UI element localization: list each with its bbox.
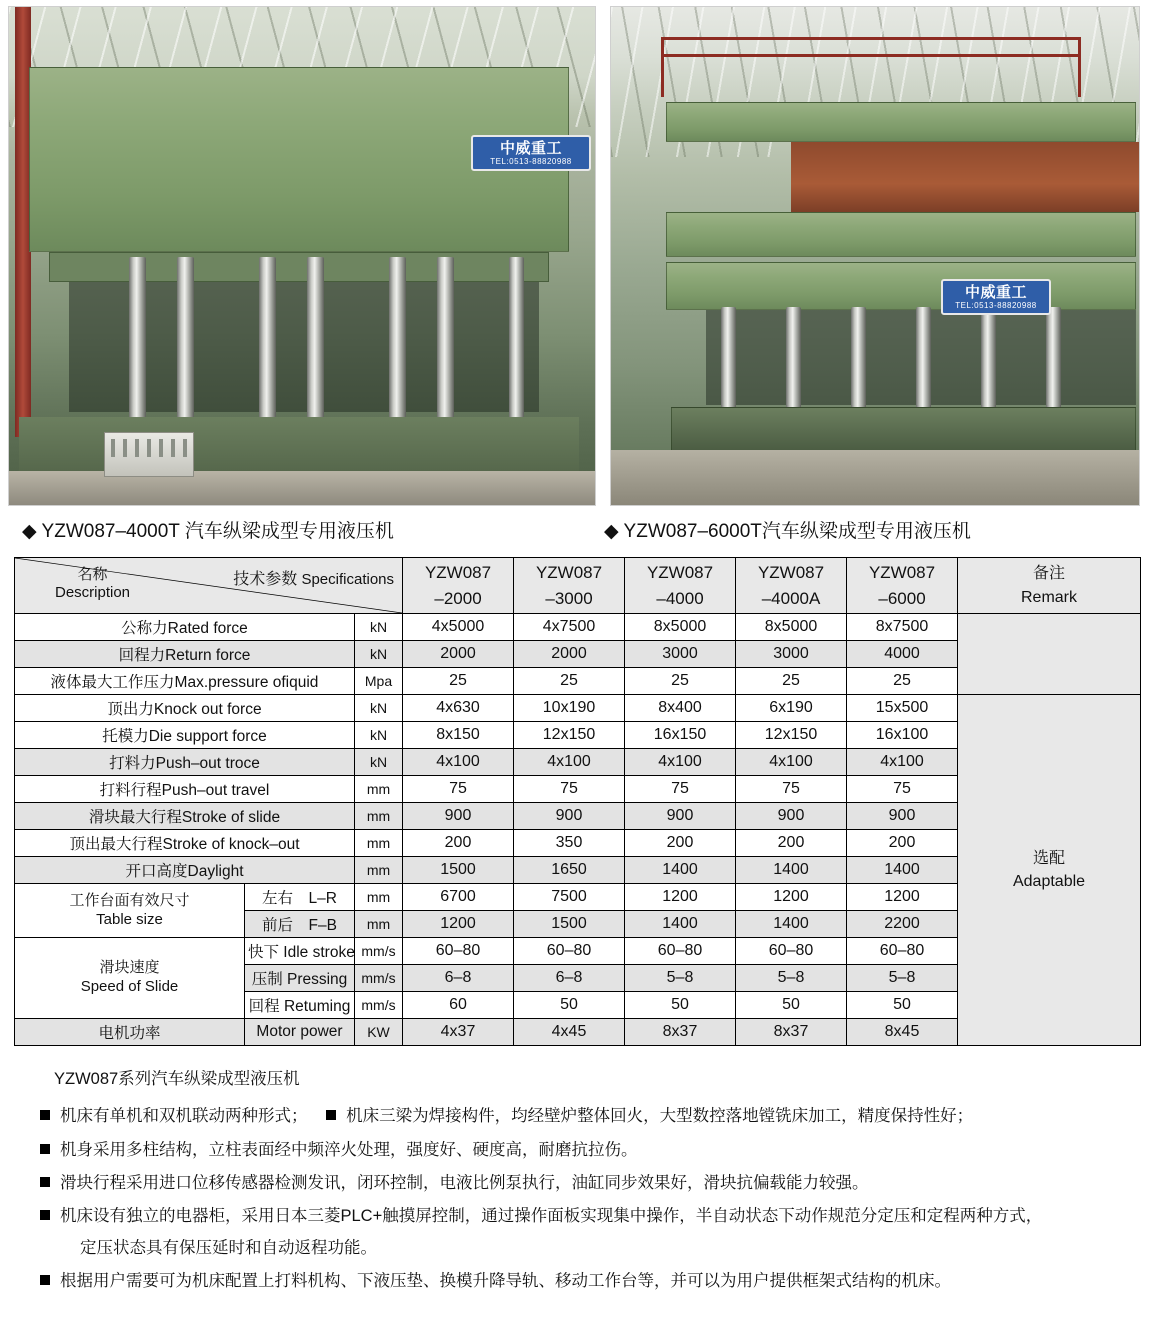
spec-value: 900	[736, 803, 847, 830]
spec-value: 25	[514, 668, 625, 695]
spec-value: 200	[403, 830, 514, 857]
spec-value: 1500	[514, 911, 625, 938]
spec-value: 6x190	[736, 695, 847, 722]
spec-value: 7500	[514, 884, 625, 911]
spec-value: 4x5000	[403, 614, 514, 641]
spec-value: 60–80	[736, 938, 847, 965]
brand-name: 中威重工	[499, 140, 562, 157]
spec-row-unit: kN	[355, 641, 403, 668]
table-header-row	[15, 558, 1141, 614]
press-bolster	[49, 252, 549, 282]
press-column	[129, 257, 146, 432]
brand-phone: TEL:0513-88820988	[955, 301, 1037, 311]
brand-plate	[471, 135, 591, 171]
spec-value: 8x37	[625, 1019, 736, 1046]
spec-row-unit: mm	[355, 776, 403, 803]
press-slide	[666, 212, 1136, 257]
spec-row-unit: KW	[355, 1019, 403, 1046]
notes-title: YZW087系列汽车纵梁成型液压机	[54, 1070, 300, 1088]
model-header-4: YZW087 –6000	[847, 558, 958, 614]
spec-row-label: 托模力Die support force	[15, 722, 355, 749]
note-text: 滑块行程采用进口位移传感器检测发讯，闭环控制，电液比例泵执行，油缸同步效果好，滑块抗偏载能力较强。	[60, 1174, 869, 1193]
caption-6000t: ◆ YZW087–6000T汽车纵梁成型专用液压机	[604, 521, 971, 542]
note-item-0	[40, 1101, 1138, 1132]
remark-blank-1	[958, 614, 1141, 695]
spec-row-label: 液体最大工作压力Max.pressure ofiquid	[15, 668, 355, 695]
spec-row-unit: mm/s	[355, 965, 403, 992]
spec-row-unit: kN	[355, 749, 403, 776]
table-corner-cell	[15, 558, 403, 614]
spec-value: 75	[514, 776, 625, 803]
note-item-2	[40, 1168, 1138, 1199]
spec-value: 200	[625, 830, 736, 857]
spec-row-label: 快下 Idle stroke	[245, 938, 355, 965]
spec-value: 1400	[736, 857, 847, 884]
spec-value: 4x100	[514, 749, 625, 776]
table-size-group-label: 工作台面有效尺寸 Table size	[15, 884, 245, 938]
spec-value: 1400	[736, 911, 847, 938]
model-header-0: YZW087 –2000	[403, 558, 514, 614]
spec-value: 6–8	[403, 965, 514, 992]
spec-row-unit: mm/s	[355, 992, 403, 1019]
note-text: 根据用户需要可为机床配置上打料机构、下液压垫、换模升降导轨、移动工作台等，并可以为用户提供框架式结构的机床。	[60, 1272, 951, 1291]
spec-row-rated-force	[15, 614, 1141, 641]
caption-row	[0, 506, 1154, 547]
model-header-2: YZW087 –4000	[625, 558, 736, 614]
spec-value: 8x45	[847, 1019, 958, 1046]
spec-table-body	[15, 558, 1141, 1046]
brand-name: 中威重工	[964, 284, 1027, 301]
spec-row-label: 回程力Return force	[15, 641, 355, 668]
spec-value: 900	[403, 803, 514, 830]
spec-value: 12x150	[514, 722, 625, 749]
press-crown	[666, 102, 1136, 142]
press-column	[177, 257, 194, 432]
spec-row-label: 左右 L–R	[245, 884, 355, 911]
spec-row-label: 打料行程Push–out travel	[15, 776, 355, 803]
spec-row-knock-out-force	[15, 695, 1141, 722]
spec-value: 25	[403, 668, 514, 695]
brand-plate-right	[941, 279, 1051, 315]
spec-value: 8x5000	[736, 614, 847, 641]
spec-value: 50	[625, 992, 736, 1019]
motor-label-en: Motor power	[245, 1019, 355, 1046]
spec-value: 3000	[625, 641, 736, 668]
spec-row-unit: Mpa	[355, 668, 403, 695]
spec-value: 1200	[625, 884, 736, 911]
bullet-square-icon	[40, 1110, 50, 1120]
spec-value: 4x100	[625, 749, 736, 776]
note-text: 机床有单机和双机联动两种形式； 机床三梁为焊接构件，均经壁炉整体回火，大型数控落地镗铣床加工，精度保持性好；	[60, 1107, 974, 1126]
description-header-label: 名称 Description	[55, 565, 131, 602]
bullet-square-icon	[40, 1177, 50, 1187]
spec-value: 4x7500	[514, 614, 625, 641]
spec-table-wrap	[0, 547, 1154, 1046]
spec-value: 8x37	[736, 1019, 847, 1046]
spec-value: 1400	[625, 857, 736, 884]
press-column	[981, 307, 996, 412]
spec-value: 4x100	[403, 749, 514, 776]
spec-value: 1400	[847, 857, 958, 884]
spec-row-unit: mm/s	[355, 938, 403, 965]
spec-value: 50	[847, 992, 958, 1019]
spec-value: 60–80	[847, 938, 958, 965]
spec-value: 50	[736, 992, 847, 1019]
spec-value: 350	[514, 830, 625, 857]
specifications-table	[14, 557, 1141, 1046]
spec-value: 25	[847, 668, 958, 695]
spec-value: 60	[403, 992, 514, 1019]
spec-value: 50	[514, 992, 625, 1019]
press-mezzanine	[791, 142, 1140, 212]
spec-value: 1200	[403, 911, 514, 938]
spec-value: 1650	[514, 857, 625, 884]
spec-value: 1400	[625, 911, 736, 938]
spec-row-unit: kN	[355, 614, 403, 641]
press-column	[307, 257, 324, 432]
motor-label-cn: 电机功率	[15, 1019, 245, 1046]
spec-value: 900	[514, 803, 625, 830]
press-column	[389, 257, 406, 432]
photo-row	[0, 0, 1154, 506]
spec-row-label: 打料力Push–out troce	[15, 749, 355, 776]
spec-value: 5–8	[736, 965, 847, 992]
spec-row-label: 前后 F–B	[245, 911, 355, 938]
spec-value: 4x100	[847, 749, 958, 776]
spec-value: 15x500	[847, 695, 958, 722]
notes-section	[0, 1046, 1154, 1319]
spec-row-label: 压制 Pressing	[245, 965, 355, 992]
spec-row-label: 回程 Retuming	[245, 992, 355, 1019]
spec-row-unit: mm	[355, 911, 403, 938]
remark-value: 选配 Adaptable	[958, 695, 1141, 1046]
note-item-3	[40, 1201, 1138, 1264]
product-photo-4000t	[8, 6, 596, 506]
spec-value: 900	[847, 803, 958, 830]
spec-value: 75	[736, 776, 847, 803]
spec-value: 900	[625, 803, 736, 830]
spec-value: 25	[625, 668, 736, 695]
spec-value: 200	[847, 830, 958, 857]
spec-value: 4x37	[403, 1019, 514, 1046]
spec-value: 2000	[514, 641, 625, 668]
spec-row-unit: mm	[355, 857, 403, 884]
spec-value: 25	[736, 668, 847, 695]
spec-value: 1200	[847, 884, 958, 911]
press-column	[1046, 307, 1061, 412]
remark-header: 备注 Remark	[958, 558, 1141, 614]
spec-value: 4000	[847, 641, 958, 668]
note-item-1	[40, 1135, 1138, 1166]
spec-value: 12x150	[736, 722, 847, 749]
note-subtext: 定压状态具有保压延时和自动返程功能。	[80, 1238, 377, 1257]
spec-value: 75	[847, 776, 958, 803]
press-column	[786, 307, 801, 412]
spec-row-label: 开口高度Daylight	[15, 857, 355, 884]
spec-value: 4x45	[514, 1019, 625, 1046]
spec-row-label: 公称力Rated force	[15, 614, 355, 641]
spec-value: 8x400	[625, 695, 736, 722]
notes-list	[40, 1101, 1138, 1297]
press-column	[916, 307, 931, 412]
spec-value: 4x630	[403, 695, 514, 722]
spec-value: 200	[736, 830, 847, 857]
bullet-square-icon	[326, 1110, 336, 1120]
spec-value: 75	[403, 776, 514, 803]
spec-value: 5–8	[847, 965, 958, 992]
note-item-4	[40, 1266, 1138, 1297]
caption-4000t: ◆ YZW087–4000T 汽车纵梁成型专用液压机	[22, 521, 394, 542]
spec-row-unit: mm	[355, 830, 403, 857]
platform-railing	[661, 37, 1081, 97]
spec-value: 2000	[403, 641, 514, 668]
spec-value: 60–80	[625, 938, 736, 965]
spec-row-label: 滑块最大行程Stroke of slide	[15, 803, 355, 830]
product-photo-6000t	[610, 6, 1140, 506]
spec-row-unit: kN	[355, 722, 403, 749]
press-column	[437, 257, 454, 432]
spec-row-unit: mm	[355, 884, 403, 911]
bullet-square-icon	[40, 1210, 50, 1220]
spec-value: 16x150	[625, 722, 736, 749]
spec-value: 6700	[403, 884, 514, 911]
speed-group-label: 滑块速度 Speed of Slide	[15, 938, 245, 1019]
spec-value: 8x7500	[847, 614, 958, 641]
spec-value: 60–80	[514, 938, 625, 965]
factory-floor	[611, 450, 1139, 505]
note-text: 机床设有独立的电器柜，采用日本三菱PLC+触摸屏控制，通过操作面板实现集中操作，半自动状态下动作规范分定压和定程两种方式， 定压状态具有保压延时和自动返程功能。	[60, 1201, 1138, 1264]
model-header-1: YZW087 –3000	[514, 558, 625, 614]
bullet-square-icon	[40, 1275, 50, 1285]
spec-value: 1200	[736, 884, 847, 911]
spec-value: 60–80	[403, 938, 514, 965]
press-column	[721, 307, 736, 412]
spec-value: 3000	[736, 641, 847, 668]
spec-row-unit: kN	[355, 695, 403, 722]
spec-value: 8x5000	[625, 614, 736, 641]
spec-value: 10x190	[514, 695, 625, 722]
model-header-3: YZW087 –4000A	[736, 558, 847, 614]
brand-phone: TEL:0513-88820988	[490, 157, 572, 167]
spec-header-label: 技术参数 Specifications	[233, 571, 395, 588]
spec-value: 16x100	[847, 722, 958, 749]
spec-value: 2200	[847, 911, 958, 938]
spec-value: 1500	[403, 857, 514, 884]
spec-value: 5–8	[625, 965, 736, 992]
spec-row-unit: mm	[355, 803, 403, 830]
spec-row-label: 顶出最大行程Stroke of knock–out	[15, 830, 355, 857]
spec-value: 4x100	[736, 749, 847, 776]
bullet-square-icon	[40, 1144, 50, 1154]
spec-value: 75	[625, 776, 736, 803]
factory-floor	[9, 471, 595, 505]
press-column	[509, 257, 524, 432]
spec-value: 8x150	[403, 722, 514, 749]
spec-row-label: 顶出力Knock out force	[15, 695, 355, 722]
press-bolster	[666, 262, 1136, 310]
control-panel	[104, 432, 194, 477]
press-column	[259, 257, 276, 432]
spec-value: 6–8	[514, 965, 625, 992]
press-column	[851, 307, 866, 412]
note-text: 机身采用多柱结构，立柱表面经中频淬火处理，强度好、硬度高，耐磨抗拉伤。	[60, 1140, 638, 1159]
